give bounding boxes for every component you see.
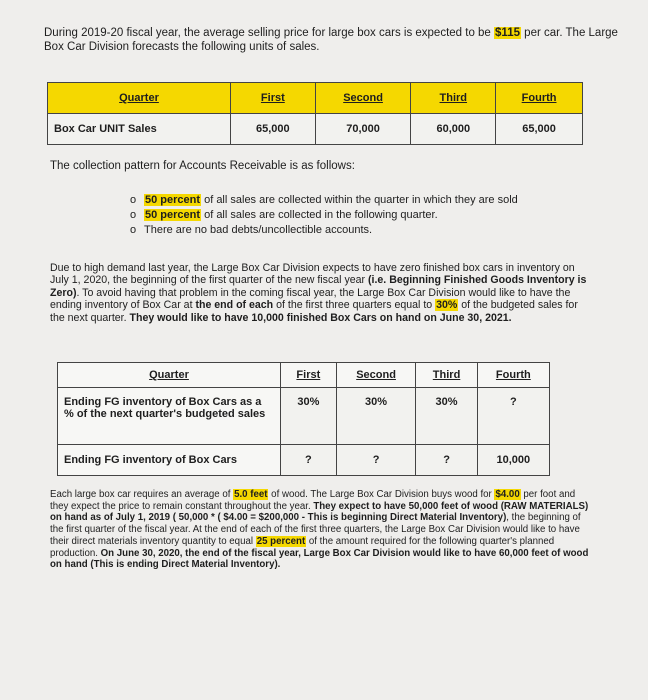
cell-value: 65,000: [496, 114, 583, 145]
header-fourth: Fourth: [477, 363, 549, 388]
para-text: of wood. The Large Box Car Division buys wood for: [268, 489, 495, 500]
header-first: First: [231, 83, 316, 114]
percent-highlight: 50 percent: [145, 209, 201, 221]
fg-inventory-table: [57, 362, 550, 476]
row-label: Ending FG inventory of Box Cars: [58, 445, 281, 476]
header-second: Second: [336, 363, 416, 388]
list-item: [130, 208, 518, 223]
list-item-text: of all sales are collected within the quarter in which they are sold: [201, 194, 518, 206]
list-item-text: There are no bad debts/uncollectible accounts.: [144, 224, 373, 236]
header-quarter: Quarter: [48, 83, 231, 114]
inventory-paragraph: [50, 262, 595, 324]
table-row: [58, 388, 550, 445]
feet-highlight: 5.0 feet: [234, 489, 268, 500]
header-quarter: Quarter: [58, 363, 281, 388]
para-text: Each large box car requires an average of: [50, 489, 234, 500]
para-text: Due to high demand last year, the Large Box Car Division expects to have zero finished box cars in inventory on July 1, 2020, the beginning of the first quarter of the new fiscal year: [50, 262, 575, 287]
para-bold: On June 30, 2020, the end of the fiscal year, Large Box Car Division would like to have 60,000 feet of wood on hand (This is ending Direct Material Inventory).: [50, 547, 589, 571]
table-row: [48, 114, 583, 145]
cell-value: 60,000: [411, 114, 496, 145]
cell-value: ?: [477, 388, 549, 445]
cell-value: 70,000: [315, 114, 411, 145]
para-bold: (i.e. Beginning Finished Goods Inventory is Zero): [50, 274, 587, 299]
para-text: per foot and they expect the price to remain constant throughout the year.: [50, 489, 576, 512]
percent-highlight: 50 percent: [145, 194, 201, 206]
row-label: Ending FG inventory of Box Cars as a % of the next quarter's budgeted sales: [58, 388, 281, 445]
para-text: , the beginning of the first quarter of the fiscal year. At the end of each of the first three quarters, the Large Box Car Division would like to have their direct materials inventory quantity to equal: [50, 512, 581, 547]
para-text: of the amount required for the following quarter's planned production.: [50, 535, 555, 559]
intro-text-end: per car. The Large Box Car Division forecasts the following units of sales.: [44, 27, 618, 53]
cell-value: 65,000: [231, 114, 316, 145]
header-fourth: Fourth: [496, 83, 583, 114]
cell-value: ?: [336, 445, 416, 476]
cell-value: ?: [416, 445, 477, 476]
wood-paragraph: [50, 489, 595, 571]
cell-value: 30%: [416, 388, 477, 445]
list-item: [130, 193, 518, 208]
cell-value: 10,000: [477, 445, 549, 476]
cost-highlight: $4.00: [495, 489, 520, 500]
para-text: of the budgeted sales for the next quarter.: [50, 299, 578, 324]
header-second: Second: [315, 83, 411, 114]
intro-text: During 2019-20 fiscal year, the average selling price for large box cars is expected to be: [44, 27, 495, 39]
percent-highlight: 30%: [436, 299, 458, 312]
sales-table-header: [48, 83, 583, 114]
list-item-text: of all sales are collected in the following quarter.: [201, 209, 438, 221]
para-bold: They would like to have 10,000 finished Box Cars on hand on June 30, 2021.: [129, 311, 512, 324]
percent-highlight: 25 percent: [256, 535, 306, 547]
cell-value: ?: [281, 445, 337, 476]
header-third: Third: [416, 363, 477, 388]
row-label: Box Car UNIT Sales: [48, 114, 231, 145]
para-bold: They expect to have 50,000 feet of wood (RAW MATERIALS) on hand as of July 1, 2019 ( 50,000 * ( $4.00 = $200,000 - This is beginning Direct Material Inventory): [50, 500, 589, 524]
para-text: . To avoid having that problem in the coming fiscal year, the Large Box Car Division would like to have the ending inventory of Box Car at: [50, 286, 571, 312]
cell-value: 30%: [336, 388, 416, 445]
para-bold: the end of each: [195, 299, 274, 312]
intro-paragraph: [44, 26, 624, 54]
sales-table: [47, 82, 583, 145]
cell-value: 30%: [281, 388, 337, 445]
table-row: [58, 445, 550, 476]
header-first: First: [281, 363, 337, 388]
fg-table-header: [58, 363, 550, 388]
collection-intro: The collection pattern for Accounts Receivable is as follows:: [50, 160, 355, 172]
price-highlight: $115: [495, 27, 520, 39]
header-third: Third: [411, 83, 496, 114]
para-text: of the first three quarters equal to: [273, 299, 436, 312]
list-item: [130, 223, 518, 238]
collection-list: [130, 193, 518, 238]
